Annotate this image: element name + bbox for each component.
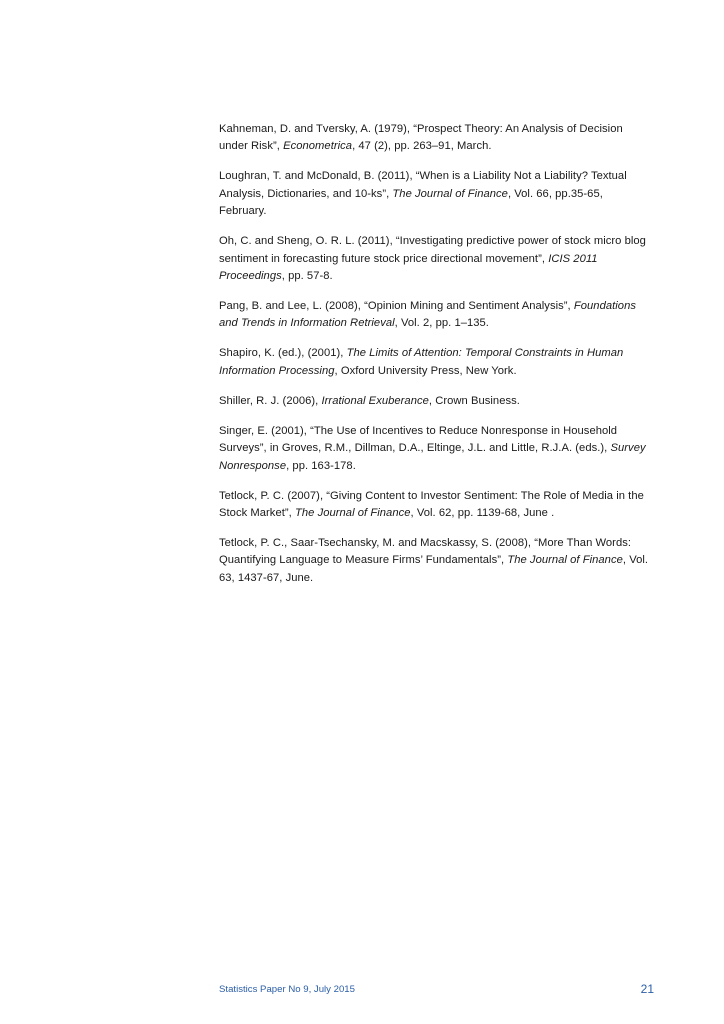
reference-book-title: The Limits of Attention: Temporal Constraints in Human Information Processing [219, 347, 624, 377]
reference-text: , Crown Business. [428, 394, 520, 407]
reference-entry [219, 423, 649, 475]
reference-text: Kahneman, D. and Tversky, A. (1979), “Prospect Theory: An Analysis of Decision under Risk”, [219, 123, 623, 153]
reference-entry [219, 168, 649, 220]
reference-list [219, 121, 649, 600]
reference-text: , Vol. 63, 1437-67, June. [219, 554, 649, 584]
reference-text: , Vol. 62, pp. 1139-68, June . [410, 507, 555, 520]
reference-text: , pp. 57-8. [281, 270, 333, 283]
reference-text: , Vol. 66, pp.35-65, February. [219, 187, 603, 218]
reference-book-title: Irrational Exuberance [321, 394, 429, 407]
reference-text: Shiller, R. J. (2006), [219, 394, 322, 407]
reference-journal-title: Econometrica [283, 140, 353, 153]
reference-text: , pp. 163-178. [286, 459, 356, 472]
reference-entry [219, 393, 649, 410]
reference-journal-title: The Journal of Finance [294, 507, 411, 520]
reference-text: , Vol. 2, pp. 1–135. [394, 317, 489, 330]
reference-entry [219, 298, 649, 333]
reference-text: Tetlock, P. C., Saar-Tsechansky, M. and Macskassy, S. (2008), “More Than Words: Quantifying Language to Measure Firms’ Fundamentals”, [219, 537, 632, 567]
reference-text: Oh, C. and Sheng, O. R. L. (2011), “Investigating predictive power of stock micro blog sentiment in forecasting future stock price directional movement”, [219, 235, 646, 265]
reference-journal-title: The Journal of Finance [507, 554, 623, 567]
reference-text: Singer, E. (2001), “The Use of Incentives to Reduce Nonresponse in Household Surveys”, in Groves, R.M., Dillman, D.A., Eltinge, J.L. and Little, R.J.A. (eds.), [219, 424, 618, 455]
reference-entry [219, 535, 649, 587]
reference-text: , 47 (2), pp. 263–91, March. [352, 140, 492, 153]
reference-journal-title: Foundations and Trends in Information Retrieval [219, 300, 636, 330]
reference-text: Shapiro, K. (ed.), (2001), [219, 347, 347, 360]
reference-text: Pang, B. and Lee, L. (2008), “Opinion Mining and Sentiment Analysis”, [219, 300, 574, 313]
reference-journal-title: The Journal of Finance [392, 187, 508, 200]
reference-entry [219, 488, 649, 523]
page-number: 21 [640, 982, 654, 996]
reference-text: Tetlock, P. C. (2007), “Giving Content to Investor Sentiment: The Role of Media in the Stock Market”, [219, 489, 644, 520]
reference-text: Loughran, T. and McDonald, B. (2011), “When is a Liability Not a Liability? Textual Analysis, Dictionaries, and 10-ks”, [219, 170, 627, 200]
reference-entry [219, 233, 649, 285]
reference-journal-title: ICIS 2011 Proceedings [219, 252, 598, 283]
reference-book-title: Survey Nonresponse [219, 442, 646, 472]
reference-entry [219, 121, 649, 156]
reference-entry [219, 345, 649, 380]
footer-publication: Statistics Paper No 9, July 2015 [219, 984, 355, 995]
reference-text: , Oxford University Press, New York. [334, 364, 517, 377]
